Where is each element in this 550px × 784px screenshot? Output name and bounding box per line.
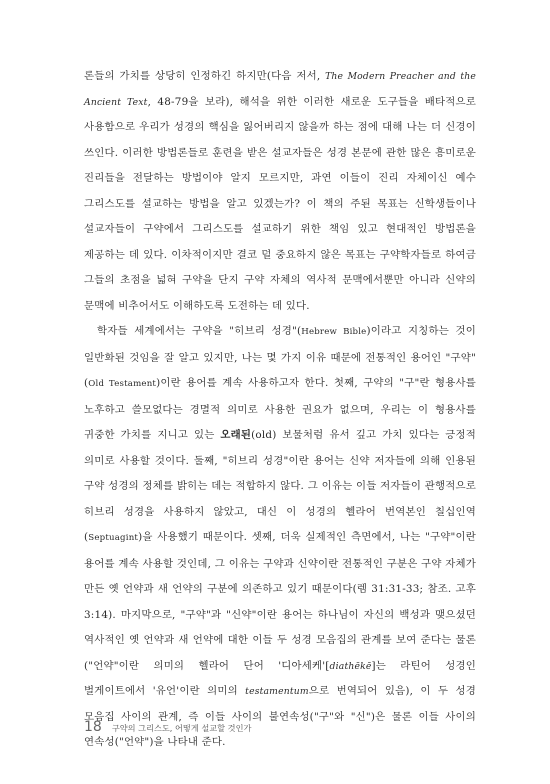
p2-term-diatheke: diathēkē xyxy=(329,660,372,672)
p2-term-hebrew-bible: Hebrew Bible xyxy=(301,327,367,337)
p1-book-title: The Modern Preacher and the Ancient Text xyxy=(84,71,476,108)
page-number: 18 xyxy=(84,719,102,735)
body-text xyxy=(84,64,476,756)
p2-text-d: (old) 보물처럼 유서 깊고 가치 있다는 긍정적 의미로 사용할 것이다. 둘째, "히브리 성경"이란 용어는 신약 저자들에 의해 인용된 구약 성경의 정체를 밝히는 데는 적합하지 않다. 그 이유는 이들 저자들이 관행적으로 히브리 성경을 사용하지 않았고, 대신 이 성경의 헬라어 번역본인 칠십인역( xyxy=(84,429,476,543)
p2-text-c: )이란 용어를 계속 사용하고자 한다. 첫째, 구약의 "구"란 형용사를 노후하고 쓸모없다는 경멸적 의미로 사용한 권요가 없으며, 우리는 이 형용사를 귀중한 가치를 지니고 있는 xyxy=(84,377,476,441)
p2-text-a: 학자들 세계에서는 구약을 "히브리 성경"( xyxy=(97,325,302,337)
p1-text-a: 론들의 가치를 상당히 인정하긴 하지만(다음 저서, xyxy=(84,70,326,82)
p2-term-septuagint: Septuagint xyxy=(88,533,139,543)
p2-text-g: 으로 번역되어 있음), 이 두 성경 모음집 사이의 관계, 즉 이들 사이의 불연속성("구"와 "신")은 물론 이들 사이의 연속성("언약")을 나타내 준다. xyxy=(84,685,476,748)
p2-term-testamentum: testamentum xyxy=(245,686,309,697)
paragraph-1 xyxy=(84,64,476,319)
paragraph-2 xyxy=(84,319,476,756)
p2-text-f: ]는 라틴어 성경인 벌게이트에서 '유언'이란 의미의 xyxy=(84,659,476,697)
p2-text-e: )을 사용했기 때문이다. 셋째, 더욱 실제적인 측면에서, 나는 "구약"이란 용어를 계속 사용할 것인데, 그 이유는 구약과 신약이란 전통적인 구분은 구약 자체가 만든 옛 언약과 새 언약의 구분에 의존하고 있기 때문이다(렘 31:31-33; 참조. 고후 3:14). 마지막으로, "구약"과 "신약"이란 용어는 하나님이 자신의 백성과 맺으셨던 역사적인 옛 언약과 새 언약에 대한 이들 두 성경 모음집의 관계를 보여 준다는 물론("언약"이란 의미의 헬라어 단어 '디아세케'[ xyxy=(84,531,476,672)
p2-term-old-testament: Old Testament xyxy=(88,379,157,389)
p2-text-b: )이라고 지칭하는 것이 일반화된 것임을 잘 알고 있지만, 나는 몇 가지 이유 때문에 전통적인 용어인 "구약"( xyxy=(84,325,476,389)
p2-emphasis-old: 오래된 xyxy=(220,429,252,441)
running-title: 구약의 그리스도, 어떻게 설교할 것인가 xyxy=(111,723,252,733)
p1-text-b: , 48-79을 보라), 해석을 위한 이러한 새로운 도구들을 배타적으로 사용함으로 우리가 성경의 핵심을 잃어버리지 않을까 하는 점에 대해 나는 더 신경이 쓰인다. 이러한 방법론들로 훈련을 받은 설교자들은 성경 본문에 관한 많은 흥미로운 진리들을 전달하는 방법이야 알지 모르지만, 과연 이들이 진리 자체이신 예수 그리스도를 설교하는 방법을 알고 있겠는가? 이 책의 주된 목표는 신학생들이나 설교자들이 구약에서 그리스도를 설교하기 위한 책임 있고 현대적인 방법론을 제공하는 데 있다. 이차적이지만 결코 덜 중요하지 않은 목표는 구약학자들로 하여금 그들의 초점을 넓혀 구약을 단지 구약 자체의 역사적 문맥에서뿐만 아니라 신약의 문맥에 비추어서도 이해하도록 도전하는 데 있다. xyxy=(84,95,476,312)
page-footer xyxy=(84,719,251,735)
